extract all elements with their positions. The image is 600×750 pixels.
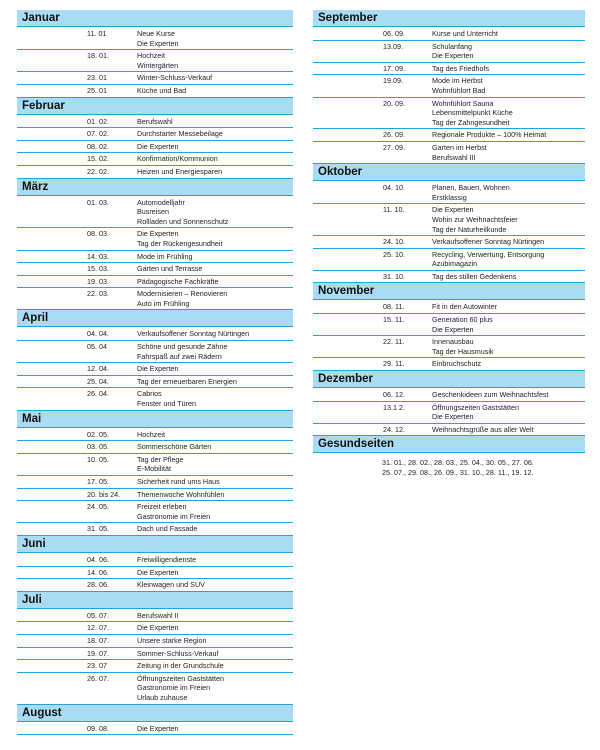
entry-date: 17. 09. bbox=[383, 63, 405, 73]
schedule-entry bbox=[17, 341, 293, 363]
schedule-entry bbox=[313, 236, 585, 249]
month-heading: Dezember bbox=[313, 371, 585, 388]
entry-topics bbox=[137, 489, 293, 501]
entry-date: 15. 03. bbox=[87, 264, 109, 274]
month-section-juli bbox=[17, 592, 293, 705]
schedule-entry bbox=[17, 141, 293, 154]
entry-topics bbox=[137, 673, 293, 704]
entry-topic: Rollladen und Sonnenschutz bbox=[137, 216, 229, 226]
entry-topic: Schöne und gesunde Zähne bbox=[137, 342, 228, 352]
month-section-februar bbox=[17, 98, 293, 179]
entry-topics bbox=[432, 402, 585, 423]
entry-topics bbox=[432, 182, 585, 203]
entry-date: 27. 09. bbox=[383, 142, 405, 152]
schedule-entry bbox=[17, 554, 293, 567]
entry-topic: Die Experten bbox=[137, 364, 179, 374]
schedule-entry bbox=[17, 673, 293, 705]
entry-date: 04. 10. bbox=[383, 183, 405, 193]
entry-topics bbox=[137, 363, 293, 375]
entry-topics bbox=[432, 129, 585, 141]
entry-topic: Wohin zur Weihnachtsfeier bbox=[432, 214, 518, 224]
schedule-entry bbox=[17, 476, 293, 489]
schedule-entry bbox=[17, 153, 293, 166]
entry-topic: Garten und Terrasse bbox=[137, 264, 203, 274]
entry-topic: Kurse und Unterricht bbox=[432, 29, 498, 38]
schedule-entry bbox=[313, 249, 585, 271]
month-heading: Februar bbox=[17, 98, 293, 115]
month-section-april bbox=[17, 310, 293, 410]
entry-date: 15. 02. bbox=[87, 154, 109, 164]
entry-date: 12. 04. bbox=[87, 364, 109, 374]
month-heading: April bbox=[17, 310, 293, 327]
schedule-entry bbox=[313, 402, 585, 424]
entry-date: 23. 01 bbox=[87, 73, 107, 83]
entry-topic: Kleinwagen und SUV bbox=[137, 580, 205, 590]
entry-topics bbox=[137, 141, 293, 153]
month-heading: November bbox=[313, 283, 585, 300]
entry-topics bbox=[432, 98, 585, 129]
schedule-entry bbox=[17, 648, 293, 661]
entry-date: 13.09. bbox=[383, 41, 403, 51]
schedule-entry bbox=[17, 28, 293, 50]
entry-date: 26. 09. bbox=[383, 130, 405, 140]
entry-topic: Hochzeit bbox=[137, 51, 165, 61]
schedule-entry bbox=[17, 72, 293, 85]
entry-topic: Innenausbau bbox=[432, 337, 474, 347]
schedule-entry bbox=[17, 363, 293, 376]
entry-date: 14. 03. bbox=[87, 251, 109, 261]
schedule-entry bbox=[313, 182, 585, 204]
entry-date: 26. 07. bbox=[87, 673, 109, 683]
entry-topic: Fenster und Türen bbox=[137, 399, 196, 409]
entry-date: 24. 05. bbox=[87, 502, 109, 512]
entry-date: 28. 06. bbox=[87, 580, 109, 590]
entry-topic: Regionale Produkte – 100% Heimat bbox=[432, 130, 547, 140]
entry-topic: Lebensmittelpunkt Küche bbox=[432, 108, 513, 118]
month-heading: Januar bbox=[17, 10, 293, 27]
gesundseiten-date-line: 31. 01., 28. 02., 28. 03., 25. 04., 30. 05., 27. 06. bbox=[382, 458, 534, 468]
entry-topic: Unsere starke Region bbox=[137, 635, 207, 645]
entry-topic: Berufswahl III bbox=[432, 152, 476, 162]
entry-date: 31. 10. bbox=[383, 271, 405, 281]
schedule-entry bbox=[17, 501, 293, 523]
entry-topics bbox=[432, 142, 585, 163]
schedule-entry bbox=[17, 263, 293, 276]
entry-date: 10. 05. bbox=[87, 454, 109, 464]
schedule-entry bbox=[17, 50, 293, 72]
entry-date: 01. 03. bbox=[87, 197, 109, 207]
entry-date: 11. 10. bbox=[383, 205, 405, 215]
entry-topic: Weihnachtsgrüße aus aller Welt bbox=[432, 424, 534, 434]
entry-topics bbox=[137, 328, 293, 340]
entry-topics bbox=[137, 610, 293, 622]
month-section-november bbox=[313, 283, 585, 371]
entry-topic: Automodelljahr bbox=[137, 197, 185, 207]
entry-topics bbox=[137, 85, 293, 97]
entry-topics bbox=[137, 341, 293, 362]
month-heading: August bbox=[17, 705, 293, 722]
entry-topic: Öffnungszeiten Gaststätten bbox=[432, 402, 519, 412]
gesundseiten-dates bbox=[313, 454, 585, 477]
entry-topic: Tag des stillen Gedenkens bbox=[432, 271, 517, 281]
left-column bbox=[17, 10, 293, 735]
entry-topics bbox=[432, 249, 585, 270]
entry-topic: Die Experten bbox=[137, 623, 179, 633]
entry-topic: Verkaufsoffener Sonntag Nürtingen bbox=[432, 237, 545, 247]
schedule-entry bbox=[313, 358, 585, 371]
entry-date: 22. 11. bbox=[383, 337, 405, 347]
entry-date: 31. 05. bbox=[87, 524, 109, 534]
entry-topic: Urlaub zuhause bbox=[137, 692, 188, 702]
gesundseiten-heading: Gesundseiten bbox=[313, 436, 585, 453]
entry-date: 18. 07. bbox=[87, 635, 109, 645]
entry-topics bbox=[137, 166, 293, 178]
entry-date: 24. 12. bbox=[383, 424, 405, 434]
entry-topics bbox=[137, 376, 293, 388]
entry-date: 07. 02. bbox=[87, 129, 109, 139]
entry-date: 19. 07. bbox=[87, 648, 109, 658]
month-heading: Juni bbox=[17, 536, 293, 553]
schedule-entry bbox=[17, 429, 293, 442]
entry-date: 03. 05. bbox=[87, 442, 109, 452]
month-heading: Mai bbox=[17, 411, 293, 428]
schedule-entry bbox=[17, 579, 293, 592]
entry-date: 15. 11. bbox=[383, 315, 405, 325]
entry-date: 20. 09. bbox=[383, 98, 405, 108]
entry-topic: Recycling, Verwertung, Entsorgung bbox=[432, 249, 545, 259]
entry-topics bbox=[432, 75, 585, 96]
entry-topic: Busreisen bbox=[137, 207, 169, 217]
entry-topics bbox=[432, 63, 585, 75]
entry-topics bbox=[137, 50, 293, 71]
entry-date: 02. 05. bbox=[87, 429, 109, 439]
entry-topics bbox=[137, 128, 293, 140]
month-heading: September bbox=[313, 10, 585, 27]
entry-topic: Sommer-Schluss-Verkauf bbox=[137, 648, 219, 658]
entry-topic: Themenwoche Wohnfühlen bbox=[137, 489, 225, 499]
entry-topic: Planen, Bauen, Wohnen bbox=[432, 183, 510, 193]
entry-topic: Heizen und Energiesparen bbox=[137, 166, 223, 176]
entry-topic: Tag der Rückengesundheit bbox=[137, 238, 223, 248]
month-section-juni bbox=[17, 536, 293, 592]
schedule-entry bbox=[313, 142, 585, 164]
entry-topic: Fahrspaß auf zwei Rädern bbox=[137, 351, 222, 361]
entry-topic: Tag der erneuerbaren Energien bbox=[137, 376, 237, 386]
entry-topics bbox=[137, 72, 293, 84]
entry-date: 22. 03. bbox=[87, 289, 109, 299]
entry-topic: Die Experten bbox=[432, 51, 474, 61]
entry-topic: Wohnfühlort Sauna bbox=[432, 98, 494, 108]
month-section-august bbox=[17, 705, 293, 736]
schedule-entry bbox=[313, 271, 585, 284]
entry-topic: Öffnungszeiten Gaststätten bbox=[137, 673, 224, 683]
entry-topics bbox=[137, 635, 293, 647]
entry-topics bbox=[137, 429, 293, 441]
entry-date: 05. 07. bbox=[87, 610, 109, 620]
entry-topic: Generation 60 plus bbox=[432, 315, 493, 325]
entry-topic: Schulanfang bbox=[432, 41, 472, 51]
entry-topics bbox=[432, 236, 585, 248]
entry-topic: Mode im Herbst bbox=[432, 76, 483, 86]
entry-topic: Die Experten bbox=[432, 324, 474, 334]
entry-date: 26. 04. bbox=[87, 389, 109, 399]
entry-date: 05. 04 bbox=[87, 342, 107, 352]
entry-topics bbox=[137, 567, 293, 579]
entry-date: 06. 12. bbox=[383, 390, 405, 400]
entry-topic: Die Experten bbox=[137, 229, 179, 239]
schedule-entry bbox=[17, 441, 293, 454]
entry-topic: Tag der Hausmusik bbox=[432, 346, 494, 356]
entry-topics bbox=[432, 204, 585, 235]
entry-date: 04. 04. bbox=[87, 329, 109, 339]
entry-topics bbox=[137, 476, 293, 488]
schedule-entry bbox=[17, 489, 293, 502]
entry-topics bbox=[432, 424, 585, 436]
entry-topics bbox=[137, 554, 293, 566]
entry-date: 13.1 2. bbox=[383, 402, 405, 412]
entry-date: 25. 04. bbox=[87, 376, 109, 386]
entry-topics bbox=[137, 660, 293, 672]
schedule-entry bbox=[17, 376, 293, 389]
entry-topics bbox=[137, 288, 293, 309]
entry-topic: Wohnfühlort Bad bbox=[432, 85, 486, 95]
entry-date: 19.09. bbox=[383, 76, 403, 86]
gesundseiten-date-line: 25. 07., 29. 08., 26. 09., 31. 10., 28. 11., 19. 12. bbox=[382, 468, 534, 477]
entry-topics bbox=[432, 358, 585, 370]
entry-date: 19. 03. bbox=[87, 276, 109, 286]
schedule-entry bbox=[17, 567, 293, 580]
month-section-mai bbox=[17, 411, 293, 536]
schedule-entry bbox=[17, 622, 293, 635]
entry-topics bbox=[137, 622, 293, 634]
entry-topics bbox=[137, 251, 293, 263]
schedule-entry bbox=[17, 723, 293, 736]
entry-topic: Winter-Schluss-Verkauf bbox=[137, 73, 213, 83]
entry-topic: Wintergärten bbox=[137, 60, 179, 70]
month-heading: Juli bbox=[17, 592, 293, 609]
entry-date: 20. bis 24. bbox=[87, 489, 121, 499]
entry-topics bbox=[137, 388, 293, 409]
schedule-entry bbox=[313, 424, 585, 437]
month-heading: Oktober bbox=[313, 164, 585, 181]
entry-date: 04. 06. bbox=[87, 554, 109, 564]
right-column bbox=[313, 10, 585, 478]
entry-topic: Hochzeit bbox=[137, 429, 165, 439]
entry-topic: Neue Kurse bbox=[137, 29, 175, 38]
entry-topics bbox=[432, 41, 585, 62]
schedule-entry bbox=[313, 336, 585, 358]
schedule-entry bbox=[17, 660, 293, 673]
entry-topic: Modernisieren – Renovieren bbox=[137, 289, 228, 299]
entry-topics bbox=[137, 579, 293, 591]
entry-topics bbox=[137, 276, 293, 288]
month-section-januar bbox=[17, 10, 293, 98]
schedule-entry bbox=[17, 523, 293, 536]
entry-topic: Mode im Frühling bbox=[137, 251, 193, 261]
entry-topics bbox=[432, 28, 585, 40]
schedule-entry bbox=[313, 204, 585, 236]
entry-date: 29. 11. bbox=[383, 359, 405, 369]
entry-topic: Berufswahl bbox=[137, 116, 173, 126]
entry-date: 11. 01 bbox=[87, 29, 107, 38]
entry-topic: Sommerschöne Gärten bbox=[137, 442, 212, 452]
entry-topics bbox=[137, 723, 293, 735]
entry-topic: Verkaufsoffener Sonntag Nürtingen bbox=[137, 329, 250, 339]
entry-topic: Die Experten bbox=[432, 412, 474, 422]
entry-topic: Cabrios bbox=[137, 389, 162, 399]
entry-topic: Fit in den Autowinter bbox=[432, 302, 498, 312]
month-section-oktober bbox=[313, 164, 585, 283]
schedule-entry bbox=[17, 116, 293, 129]
month-section-gesundseiten bbox=[313, 436, 585, 477]
entry-topic: Gastronomie im Freien bbox=[137, 683, 211, 693]
entry-topic: Die Experten bbox=[432, 205, 474, 215]
entry-date: 09. 08. bbox=[87, 723, 109, 733]
entry-date: 24. 10. bbox=[383, 237, 405, 247]
entry-date: 23. 07 bbox=[87, 661, 107, 671]
entry-topic: Freizeit erleben bbox=[137, 502, 187, 512]
entry-date: 14. 06. bbox=[87, 567, 109, 577]
entry-date: 22. 02. bbox=[87, 166, 109, 176]
entry-topics bbox=[432, 389, 585, 401]
schedule-entry bbox=[17, 166, 293, 179]
schedule-entry bbox=[17, 328, 293, 341]
entry-topic: Pädagogische Fachkräfte bbox=[137, 276, 219, 286]
month-heading: März bbox=[17, 179, 293, 196]
entry-topics bbox=[137, 116, 293, 128]
entry-topics bbox=[137, 441, 293, 453]
entry-topic: Tag der Zahngesundheit bbox=[432, 117, 510, 127]
schedule-entry bbox=[17, 128, 293, 141]
entry-date: 12. 07. bbox=[87, 623, 109, 633]
entry-topic: Sicherheit rund ums Haus bbox=[137, 477, 220, 486]
entry-topics bbox=[137, 263, 293, 275]
schedule-entry bbox=[17, 85, 293, 98]
schedule-entry bbox=[17, 251, 293, 264]
schedule-entry bbox=[17, 454, 293, 476]
entry-topic: Tag des Friedhofs bbox=[432, 63, 490, 73]
schedule-entry bbox=[17, 610, 293, 623]
entry-topic: Erstklassig bbox=[432, 192, 467, 202]
entry-date: 17. 05. bbox=[87, 477, 109, 486]
entry-topic: Tag der Pflege bbox=[137, 454, 184, 464]
month-section-maerz bbox=[17, 179, 293, 311]
schedule-entry bbox=[313, 98, 585, 130]
entry-topic: Freiwilligendienste bbox=[137, 554, 197, 564]
entry-topic: Die Experten bbox=[137, 723, 179, 733]
schedule-entry bbox=[17, 388, 293, 410]
entry-topic: Gastronomie im Freien bbox=[137, 511, 211, 521]
entry-topics bbox=[137, 648, 293, 660]
entry-topic: Die Experten bbox=[137, 141, 179, 151]
entry-topics bbox=[432, 271, 585, 283]
entry-topic: Garten im Herbst bbox=[432, 142, 487, 152]
entry-topic: Auto im Frühling bbox=[137, 298, 190, 308]
entry-topic: Durchstarter Messebeilage bbox=[137, 129, 223, 139]
entry-topics bbox=[137, 153, 293, 165]
entry-date: 08. 03. bbox=[87, 229, 109, 239]
schedule-entry bbox=[313, 301, 585, 314]
entry-date: 08. 11. bbox=[383, 302, 405, 312]
entry-topic: Zeitung in der Grundschule bbox=[137, 661, 224, 671]
entry-topic: Berufswahl II bbox=[137, 610, 179, 620]
entry-topic: E-Mobilität bbox=[137, 464, 171, 474]
entry-topic: Geschenkideen zum Weihnachtsfest bbox=[432, 390, 549, 400]
entry-topics bbox=[432, 314, 585, 335]
schedule-entry bbox=[17, 228, 293, 250]
entry-topics bbox=[137, 228, 293, 249]
entry-topic: Die Experten bbox=[137, 38, 179, 48]
entry-date: 06. 09. bbox=[383, 29, 405, 38]
entry-topics bbox=[432, 301, 585, 313]
schedule-entry bbox=[313, 314, 585, 336]
schedule-entry bbox=[313, 41, 585, 63]
entry-topics bbox=[137, 454, 293, 475]
entry-topic: Dach und Fassade bbox=[137, 524, 198, 534]
entry-date: 01. 02. bbox=[87, 116, 109, 126]
schedule-entry bbox=[313, 28, 585, 41]
schedule-entry bbox=[17, 288, 293, 310]
entry-date: 25. 10. bbox=[383, 249, 405, 259]
entry-topic: Einbruchschutz bbox=[432, 359, 482, 369]
entry-date: 08. 02. bbox=[87, 141, 109, 151]
month-section-dezember bbox=[313, 371, 585, 436]
schedule-entry bbox=[313, 389, 585, 402]
entry-topic: Azubimagazin bbox=[432, 259, 478, 269]
entry-date: 18. 01. bbox=[87, 51, 109, 61]
month-section-september bbox=[313, 10, 585, 164]
schedule-entry bbox=[313, 63, 585, 76]
entry-topics bbox=[137, 523, 293, 535]
entry-topics bbox=[137, 28, 293, 49]
entry-topics bbox=[137, 501, 293, 522]
entry-topics bbox=[137, 197, 293, 228]
entry-topic: Konfirmation/Kommunion bbox=[137, 154, 218, 164]
schedule-entry bbox=[17, 197, 293, 229]
entry-topic: Die Experten bbox=[137, 567, 179, 577]
entry-date: 25. 01 bbox=[87, 85, 107, 95]
entry-topic: Tag der Naturheilkunde bbox=[432, 224, 507, 234]
schedule-entry bbox=[313, 129, 585, 142]
schedule-entry bbox=[313, 75, 585, 97]
schedule-entry bbox=[17, 276, 293, 289]
entry-topic: Küche und Bad bbox=[137, 85, 187, 95]
entry-topics bbox=[432, 336, 585, 357]
schedule-entry bbox=[17, 635, 293, 648]
